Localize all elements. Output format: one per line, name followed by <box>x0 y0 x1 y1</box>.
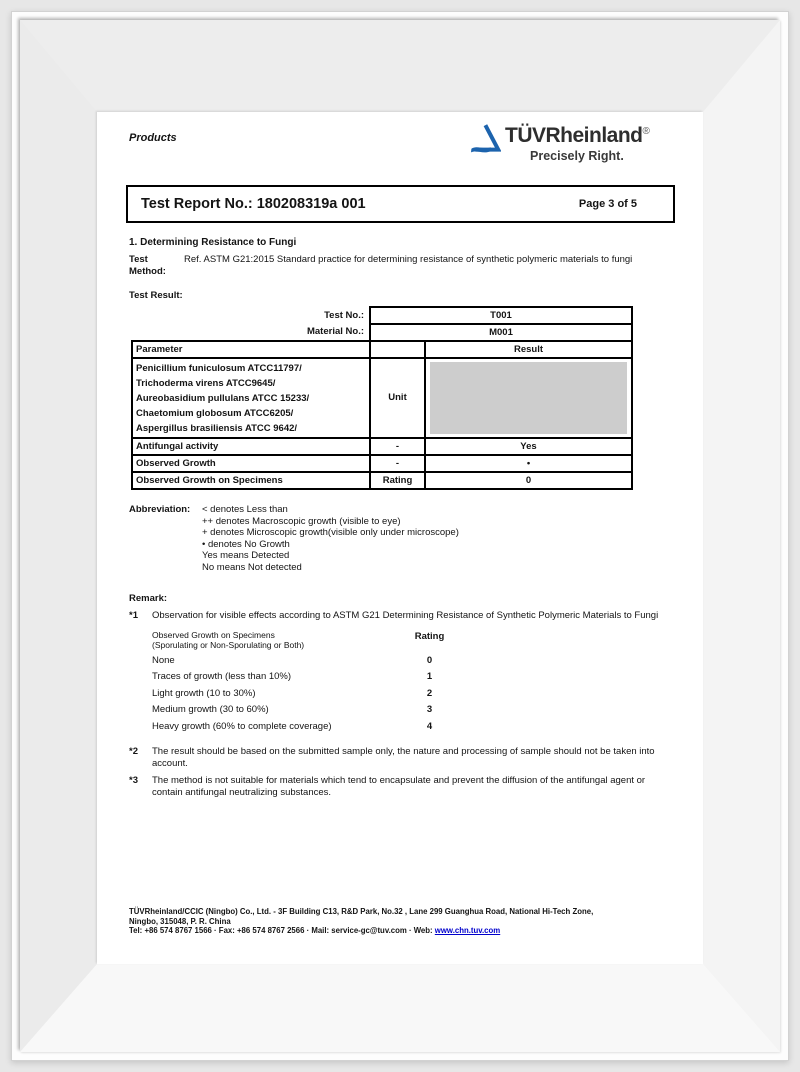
report-footer <box>129 907 674 936</box>
report-page <box>97 112 703 964</box>
brand-name <box>505 120 649 148</box>
result-header: Result <box>425 341 632 358</box>
unit-cell: Unit <box>370 358 425 438</box>
table-row <box>132 438 632 455</box>
rating-header: Rating <box>414 631 445 642</box>
rating-row <box>152 704 482 716</box>
remark-item-2 <box>129 746 674 770</box>
result-cell: • <box>425 455 632 472</box>
abbreviation-block <box>129 504 674 573</box>
abbreviation-line: ++ denotes Macroscopic growth (visible to eye) <box>202 515 401 527</box>
brand-text: TÜVRheinland <box>505 124 643 147</box>
test-result-table <box>131 306 633 490</box>
rating-header-line1: Observed Growth on Specimens <box>152 630 275 640</box>
test-no-value: T001 <box>370 307 632 324</box>
material-no-value: M001 <box>370 324 632 341</box>
rating-description: Traces of growth (less than 10%) <box>152 671 292 682</box>
rating-header-desc <box>152 631 407 650</box>
rating-table-header <box>152 631 482 650</box>
rating-row <box>152 721 482 733</box>
parameter-cell: Observed Growth on Specimens <box>132 472 370 489</box>
rating-description: Light growth (10 to 30%) <box>152 687 256 699</box>
products-label: Products <box>129 132 177 144</box>
abbreviation-label: Abbreviation: <box>129 504 191 515</box>
abbreviation-line: No means Not detected <box>202 561 302 573</box>
test-method-text: Ref. ASTM G21:2015 Standard practice for determining resistance of synthetic polymeric materials to fungi <box>184 254 633 265</box>
footer-contact-text: Tel: +86 574 8767 1566 · Fax: +86 574 8767 2566 · Mail: service-gc@tuv.com · Web: <box>129 926 433 935</box>
species-list <box>132 358 370 438</box>
report-number: Test Report No.: 180208319a 001 <box>141 196 366 212</box>
unit-cell: - <box>370 438 425 455</box>
test-result-label: Test Result: <box>129 290 183 301</box>
species-line: Trichoderma virens ATCC9645/ <box>136 377 276 389</box>
species-line: Penicillium funiculosum ATCC11797/ <box>136 362 302 374</box>
abbreviation-line: • denotes No Growth <box>202 538 290 550</box>
rating-row <box>152 655 482 667</box>
test-method-row <box>129 254 674 278</box>
redacted-result-box <box>430 362 627 434</box>
frame-mat <box>20 20 780 1052</box>
website-link[interactable]: www.chn.tuv.com <box>434 926 501 935</box>
rating-value: 3 <box>426 704 433 715</box>
test-method-label: Test Method: <box>129 254 166 277</box>
table-row-test-no <box>132 307 632 324</box>
logo-texts <box>505 120 649 163</box>
remark-marker: *2 <box>129 745 138 757</box>
parameter-cell: Antifungal activity <box>132 438 370 455</box>
rating-row <box>152 671 482 683</box>
rating-header-line2: (Sporulating or Non-Sporulating or Both) <box>152 639 305 650</box>
remark-text: Observation for visible effects according to ASTM G21 Determining Resistance of Synthetic Polymeric Materials to Fungi <box>152 610 659 621</box>
abbreviation-line: + denotes Microscopic growth(visible only under microscope) <box>202 527 459 538</box>
abbreviation-lines <box>202 504 459 573</box>
remark-label: Remark: <box>129 593 168 604</box>
tuv-logo <box>469 120 649 163</box>
report-number-bar <box>126 185 675 223</box>
page-indicator: Page 3 of 5 <box>578 198 637 210</box>
unit-cell: Rating <box>370 472 425 489</box>
table-header-row <box>132 341 632 358</box>
section-heading: 1. Determining Resistance to Fungi <box>129 237 297 248</box>
result-placeholder-cell <box>425 358 632 438</box>
parameter-header: Parameter <box>132 341 370 358</box>
rating-value: 2 <box>426 687 433 699</box>
remark-marker: *3 <box>129 774 138 786</box>
abbreviation-line: Yes means Detected <box>202 550 290 561</box>
unit-cell: - <box>370 455 425 472</box>
unit-header-blank <box>370 341 425 358</box>
rating-description: Medium growth (30 to 60%) <box>152 704 269 715</box>
species-line: Chaetomium globosum ATCC6205/ <box>136 407 294 419</box>
table-row-material-no <box>132 324 632 341</box>
result-cell: Yes <box>425 438 632 455</box>
material-no-label: Material No.: <box>306 326 364 337</box>
rating-description: Heavy growth (60% to complete coverage) <box>152 720 332 732</box>
logo-tagline: Precisely Right. <box>530 149 624 163</box>
footer-contact-line <box>129 926 674 936</box>
tuv-triangle-icon <box>469 122 501 154</box>
parameter-cell: Observed Growth <box>132 455 370 472</box>
report-body <box>129 234 674 799</box>
footer-address-line1: TÜVRheinland/CCIC (Ningbo) Co., Ltd. - 3F Building C13, R&D Park, No.32 , Lane 299 Guanghua Road, National Hi-Tech Zone, <box>129 907 594 916</box>
abbreviation-line: < denotes Less than <box>202 504 288 515</box>
result-cell: 0 <box>425 472 632 489</box>
table-row <box>132 472 632 489</box>
rating-value: 1 <box>426 671 433 682</box>
rating-value: 0 <box>426 654 433 666</box>
species-line: Aspergillus brasiliensis ATCC 9642/ <box>136 422 298 434</box>
rating-value: 4 <box>426 720 433 732</box>
species-line: Aureobasidium pullulans ATCC 15233/ <box>136 392 310 404</box>
remark-item-1 <box>129 610 674 622</box>
rating-table <box>152 631 482 733</box>
registered-mark: ® <box>642 126 650 137</box>
remark-marker: *1 <box>129 610 138 621</box>
rating-row <box>152 688 482 700</box>
footer-address-line2: Ningbo, 315048, P. R. China <box>129 916 231 926</box>
remark-item-3 <box>129 775 674 799</box>
remark-text: The result should be based on the submitted sample only, the nature and processing of sample should not be taken into account. <box>152 745 655 769</box>
rating-description: None <box>152 654 175 666</box>
table-row-species <box>132 358 632 438</box>
remark-text: The method is not suitable for materials which tend to encapsulate and prevent the diffusion of the antifungal agent or contain antifungal neutralizing substances. <box>152 774 646 798</box>
table-row <box>132 455 632 472</box>
test-no-label: Test No.: <box>324 309 364 321</box>
picture-frame <box>11 11 789 1061</box>
